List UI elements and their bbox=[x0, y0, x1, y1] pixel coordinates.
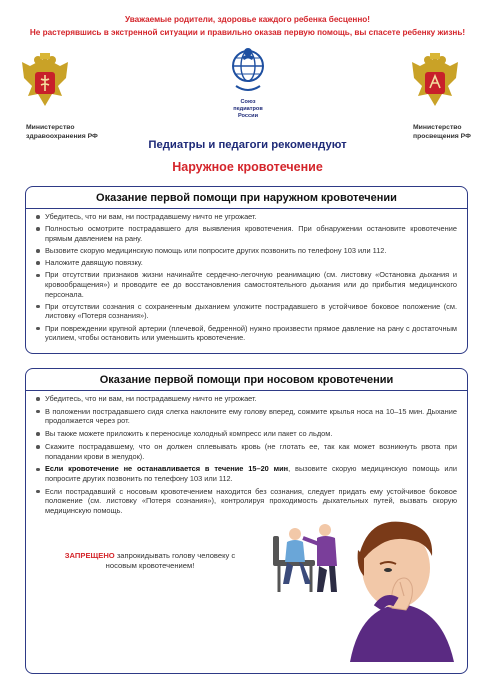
warning-text bbox=[55, 551, 245, 571]
pediatric-union-label bbox=[225, 99, 271, 120]
list-item: Убедитесь, что ни вам, ни пострадавшему ничто не угрожает. bbox=[36, 394, 457, 404]
list-item: Скажите пострадавшему, что он должен сплевывать кровь (не глотать ее, так как может возникнуть рвота при попадании крови в желудок). bbox=[36, 442, 457, 461]
ministry-education-line-1: Министерство bbox=[413, 124, 462, 131]
list-item-rest: , вызовите скорую медицинскую помощь или попросите других позвонить по телефону 103 или 112. bbox=[45, 464, 457, 483]
bold-text: Если кровотечение не останавливается в течение 15–20 мин bbox=[45, 464, 289, 474]
union-line-2: педиатров bbox=[233, 106, 263, 112]
warning-word: ЗАПРЕЩЕНО bbox=[64, 551, 115, 560]
external-bleeding-title: Оказание первой помощи при наружном кровотечении bbox=[26, 187, 467, 209]
list-item: Убедитесь, что ни вам, ни пострадавшему ничто не угрожает. bbox=[36, 212, 457, 222]
subtitle: Педиатры и педагоги рекомендуют bbox=[148, 139, 347, 151]
list-item: В положении пострадавшего сидя слегка наклоните ему голову вперед, сожмите крылья носа на 10–15 мин. Дыхание продолжается через рот. bbox=[36, 407, 457, 426]
external-bleeding-list bbox=[26, 209, 467, 343]
union-line-1: Союз bbox=[240, 99, 256, 105]
nosebleed-title: Оказание первой помощи при носовом кровотечении bbox=[26, 369, 467, 391]
list-item: Наложите давящую повязку. bbox=[36, 258, 457, 268]
warning-rest: запрокидывать голову человеку с носовым кровотечением! bbox=[105, 551, 236, 570]
ministry-health-line-2: здравоохранения РФ bbox=[26, 132, 98, 140]
header-line-2: Не растерявшись в экстренной ситуации и правильно оказав первую помощь, вы спасете ребенку жизнь! bbox=[29, 28, 466, 37]
list-item: При повреждении крупной артерии (плечевой, бедренной) нужно произвести прямое давление на рану с достаточным усилием, чтобы остановить или уменьшить кровотечение. bbox=[36, 324, 457, 343]
education-ministry-emblem-icon bbox=[408, 52, 462, 114]
list-item bbox=[36, 464, 457, 483]
list-item: Вызовите скорую медицинскую помощь или попросите других позвонить по телефону 103 или 112. bbox=[36, 246, 457, 256]
header-line-1: Уважаемые родители, здоровье каждого ребенка бесценно! bbox=[124, 15, 371, 24]
ministry-health-line-1: Министерство bbox=[26, 124, 75, 131]
list-item: Вы также можете приложить к переносице холодный компресс или пакет со льдом. bbox=[36, 429, 457, 439]
list-item: При отсутствии сознания с сохраненным дыханием уложите пострадавшего в устойчивое боковое положение (см. листовку «Потеря сознания»). bbox=[36, 302, 457, 321]
ministry-education-line-2: просвещения РФ bbox=[413, 132, 471, 140]
list-item: Полностью осмотрите пострадавшего для выявления кровотечения. При обнаружении остановите кровотечение прямым давлением на рану. bbox=[36, 224, 457, 243]
pediatric-union-logo-icon bbox=[222, 44, 274, 96]
page-title: Наружное кровотечение bbox=[172, 160, 323, 174]
health-ministry-emblem-icon bbox=[18, 52, 72, 114]
boy-nosebleed-illustration-icon bbox=[330, 512, 460, 662]
list-item: Если пострадавший с носовым кровотечением находится без сознания, следует придать ему устойчивое боковое положение (см. листовку «Потеря сознания»), контролируя проходимость дыхательных путей, вызвать скорую медицинскую помощь. bbox=[36, 487, 457, 516]
nosebleed-list bbox=[26, 391, 467, 515]
list-item: При отсутствии признаков жизни начинайте сердечно-легочную реанимацию (см. листовку «Остановка дыхания и кровообращения») и проводите ее до восстановления самостоятельного дыхания или до прибытия медицинского персонала. bbox=[36, 270, 457, 299]
union-line-3: России bbox=[237, 113, 259, 119]
external-bleeding-panel bbox=[25, 186, 468, 354]
